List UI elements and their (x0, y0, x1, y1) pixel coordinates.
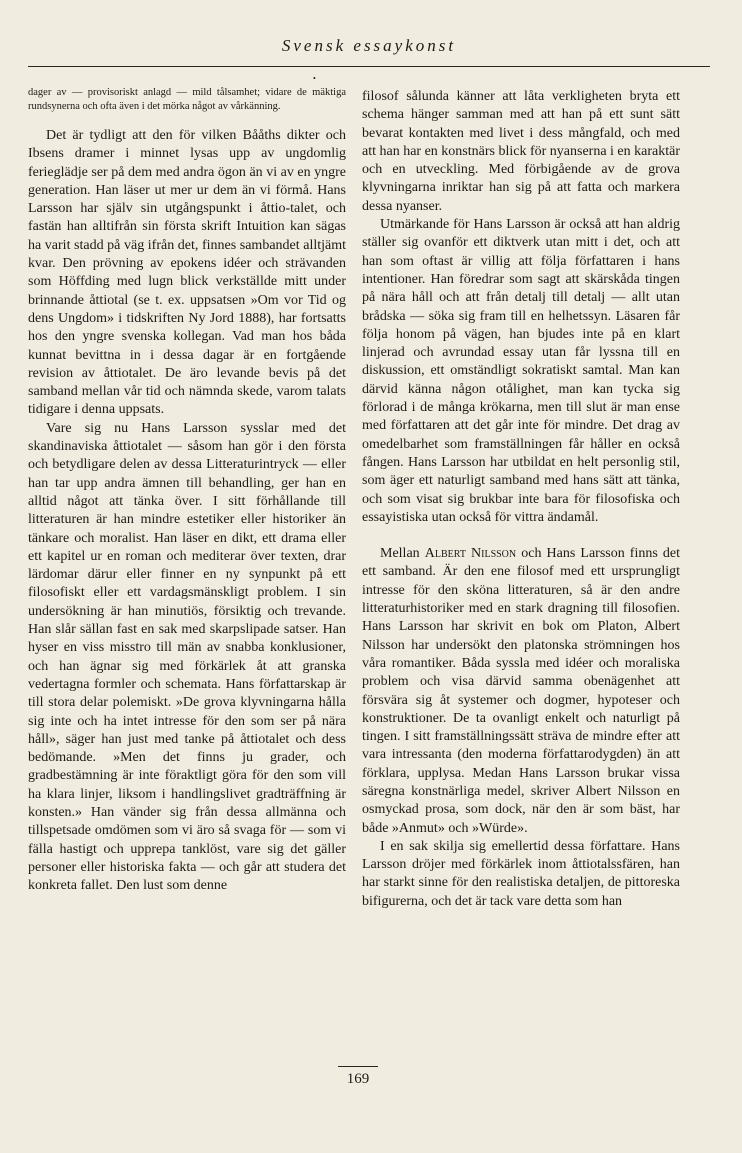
paragraph: filosof sålunda känner att låta verkligheten bryta ett schema hänger samman med att han på ett sunt sätt bevarat kontakten med livet i dess mångfald, och med att han har en konstnärs blick för nyanserna i en karaktär och en utveckling. Med förbigående av de grova klyvningarna inriktar han sig på att fatta och markera dessa nyanser. (362, 89, 680, 214)
paragraph-lead: Mellan (380, 546, 425, 562)
paragraph-rest: och Hans Larsson finns det ett samband. Är den ene filosof med ett ursprungligt intresse för den sköna litteraturen, så är den andre litteraturhistoriker med en stark dragning till filosofien. Hans Larsson har skrivit en bok om Platon, Albert Nilsson har undersökt den platonska strömningen hos våra romantiker. Båda syssla med idéer och moraliska problem och visa därvid samma obenägenhet att försvära sig åt systemer och dogmer, hypoteser och konstruktioner. De ta ovanligt enkelt och naturligt på tingen. I sitt framställningssätt sträva de mindre efter att vara intressanta (den moderna författarodygden) än att förklara, upplysa. Medan Hans Larsson brukar vissa säregna konstnärliga medel, skriver Albert Nilsson en osmyckad prosa, som dock, när den är som bäst, har både »Anmut» och »Würde». (362, 546, 681, 836)
paragraph: Det är tydligt att den för vilken Bååths dikter och Ibsens dramer i minnet lysas upp av ungdomlig feriеglädje ser på dem med andra ögon än vi av en yngre generation. Han läser ut mer ur dem än vi förmå. Hans Larsson har själv sin utgångspunkt i åttio-talet, och fastän han alltifrån sin första skrift Intuition kan sägas ha varit stadd på väg ifrån det, finnes sambandet alltjämt kvar. Den prövning av epokens idéer och strävanden som Höffding med lugn blick verkställde mitt under brinnande åttiotal (se t. ex. uppsatsen »Om vor Tid og dens Ungdom» i tidskriften Ny Jord 1888), har fortsatts hos den yngre svenska kollegan. Vad man hos båda kunnat bevittna in i dessa dagar är en fortgående revision av åttiotalet. De äro levande bevis på det samband mellan vår tid och nämnda skede, varom talats tidigare i denna uppsats. (28, 128, 346, 418)
paragraph: Utmärkande för Hans Larsson är också att han aldrig ställer sig ovanför ett diktverk utan mitt i det, och att han som oftast är villig att följa författaren i hans intentioner. Han föredrar som sagt att skärskåda tingen på nära håll och att från detalj till detalj — allt utan brådska — söka sig fram till en helhetssyn. Läsaren får följa honom på vägen, han bjudes inte på en klart linjerad och avrundad essay utan får lyssna till en diskussion, ett omständligt sokratiskt samtal. Man kan därvid känna någon otålighet, man kan tycka sig förlorad i de många krökarna, men till slut är man ense med författaren att det går inte för mindre. Det drag av omedelbarhet som framställningen får håller en också fången. Hans Larsson har utbildat en helt personlig stil, som äger ett naturligt samband med hans sätt att tänka, och som visat sig brukbar inte bara för filosofiska och essayistiska utan också för vittra ändamål. (362, 217, 680, 525)
author-name: Albert Nilsson (424, 546, 517, 562)
section-paragraph (362, 545, 680, 838)
paragraph: Vare sig nu Hans Larsson sysslar med det skandinaviska åttiotalet — såsom han gör i den första och betydligare delen av dessa Litteraturintryck — eller han tar upp andra ämnen till behandling, ger han en alltid något att tänka över. I sitt förhållande till litteraturen är han mindre estetiker eller historiker än tänkare och moralist. Han läser en dikt, ett drama eller ett kapitel ur en roman och mediterar över texten, drar lärdomar därur eller finner en ny synpunkt på ett filosofiskt eller ett vardagsmänskligt problem. I sin undersökning är han minutiös, försiktig och trevande. Han slår sällan fast en sak med skarpslipade satser. Han hyser en viss misstro till män av snabba konklusioner, och han ägnar sig med förkärlek åt att granska vedertagna formler och schemata. Hans författarskap är till stora delar polemiskt. »De grova klyvningarna hålla sig inte och ha intet intresse för den som ser på nära håll», säger han just med tanke på åttiotalet och dess bedömande. »Men det finns ju grader, och gradbestämning är inte föraktligt göra för den som vill ha klara linjer, liksom i handlingslivet gradträffning är konsten.» Han vänder sig från dessa allmänna och tillspetsade omdömen som vi äro så svaga för — som vi fälla hastigt och upprepa tanklöst, vare sig det gäller personer eller historiska fakta — och går att studera det konkreta fallet. Den lust som denne (28, 420, 346, 894)
running-title: Svensk essaykonst (281, 36, 457, 55)
paragraph: I en sak skilja sig emellertid dessa författare. Hans Larsson dröjer med förkärlek inom åttiotalssfären, han har starkt sinne för den realistiska detaljen, de pittoreska bifigurerna, och det är tack vare detta som han (362, 838, 680, 909)
page-number: 169 (338, 1066, 378, 1088)
header-rule (28, 66, 710, 67)
ornament-dot: • (313, 74, 316, 83)
small-print-paragraph: dager av — provisoriskt anlagd — mild tålsamhet; vidare de mäktiga rundsynerna och ofta även i det mörka något av vårkänning. (28, 87, 346, 112)
left-column (28, 86, 346, 895)
right-column (362, 88, 680, 911)
